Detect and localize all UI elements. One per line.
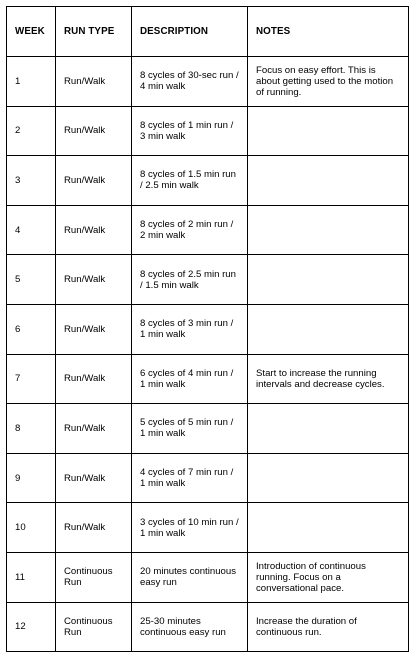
run-type-cell: Run/Walk xyxy=(56,106,132,156)
description-cell: 4 cycles of 7 min run / 1 min walk xyxy=(132,453,248,503)
run-type-cell: Continuous Run xyxy=(56,552,132,602)
description-cell: 8 cycles of 1.5 min run / 2.5 min walk xyxy=(132,156,248,206)
table-header xyxy=(7,7,409,57)
description-cell: 20 minutes continuous easy run xyxy=(132,552,248,602)
week-cell: 2 xyxy=(7,106,56,156)
week-cell: 12 xyxy=(7,602,56,652)
table-row xyxy=(7,57,409,107)
table-body xyxy=(7,57,409,652)
description-cell: 5 cycles of 5 min run / 1 min walk xyxy=(132,404,248,454)
run-type-cell: Run/Walk xyxy=(56,503,132,553)
notes-cell xyxy=(248,106,409,156)
run-type-cell: Run/Walk xyxy=(56,205,132,255)
description-cell: 25-30 minutes continuous easy run xyxy=(132,602,248,652)
description-cell: 8 cycles of 2 min run / 2 min walk xyxy=(132,205,248,255)
table-row xyxy=(7,404,409,454)
notes-cell xyxy=(248,503,409,553)
notes-cell xyxy=(248,453,409,503)
notes-cell xyxy=(248,404,409,454)
week-cell: 6 xyxy=(7,304,56,354)
notes-cell xyxy=(248,304,409,354)
week-cell: 8 xyxy=(7,404,56,454)
table-row xyxy=(7,354,409,404)
run-type-cell: Run/Walk xyxy=(56,453,132,503)
notes-cell: Introduction of continuous running. Focus on a conversational pace. xyxy=(248,552,409,602)
header-notes: NOTES xyxy=(248,7,409,57)
description-cell: 8 cycles of 30-sec run / 4 min walk xyxy=(132,57,248,107)
week-cell: 9 xyxy=(7,453,56,503)
training-plan-document xyxy=(6,6,409,652)
header-description: DESCRIPTION xyxy=(132,7,248,57)
run-type-cell: Run/Walk xyxy=(56,255,132,305)
run-type-cell: Run/Walk xyxy=(56,304,132,354)
table-row xyxy=(7,205,409,255)
week-cell: 7 xyxy=(7,354,56,404)
week-cell: 4 xyxy=(7,205,56,255)
table-row xyxy=(7,453,409,503)
run-type-cell: Run/Walk xyxy=(56,156,132,206)
notes-cell: Focus on easy effort. This is about getting used to the motion of running. xyxy=(248,57,409,107)
table-row xyxy=(7,552,409,602)
run-type-cell: Run/Walk xyxy=(56,354,132,404)
description-cell: 6 cycles of 4 min run / 1 min walk xyxy=(132,354,248,404)
notes-cell: Increase the duration of continuous run. xyxy=(248,602,409,652)
header-row xyxy=(7,7,409,57)
description-cell: 8 cycles of 2.5 min run / 1.5 min walk xyxy=(132,255,248,305)
header-week: WEEK xyxy=(7,7,56,57)
notes-cell xyxy=(248,156,409,206)
week-cell: 11 xyxy=(7,552,56,602)
run-type-cell: Continuous Run xyxy=(56,602,132,652)
table-row xyxy=(7,304,409,354)
week-cell: 3 xyxy=(7,156,56,206)
description-cell: 3 cycles of 10 min run / 1 min walk xyxy=(132,503,248,553)
notes-cell: Start to increase the running intervals and decrease cycles. xyxy=(248,354,409,404)
header-run-type: RUN TYPE xyxy=(56,7,132,57)
description-cell: 8 cycles of 1 min run / 3 min walk xyxy=(132,106,248,156)
table-row xyxy=(7,503,409,553)
run-type-cell: Run/Walk xyxy=(56,404,132,454)
week-cell: 1 xyxy=(7,57,56,107)
table-row xyxy=(7,106,409,156)
description-cell: 8 cycles of 3 min run / 1 min walk xyxy=(132,304,248,354)
table-row xyxy=(7,602,409,652)
week-cell: 5 xyxy=(7,255,56,305)
notes-cell xyxy=(248,255,409,305)
run-type-cell: Run/Walk xyxy=(56,57,132,107)
table-row xyxy=(7,255,409,305)
training-plan-table xyxy=(6,6,409,652)
notes-cell xyxy=(248,205,409,255)
table-row xyxy=(7,156,409,206)
week-cell: 10 xyxy=(7,503,56,553)
